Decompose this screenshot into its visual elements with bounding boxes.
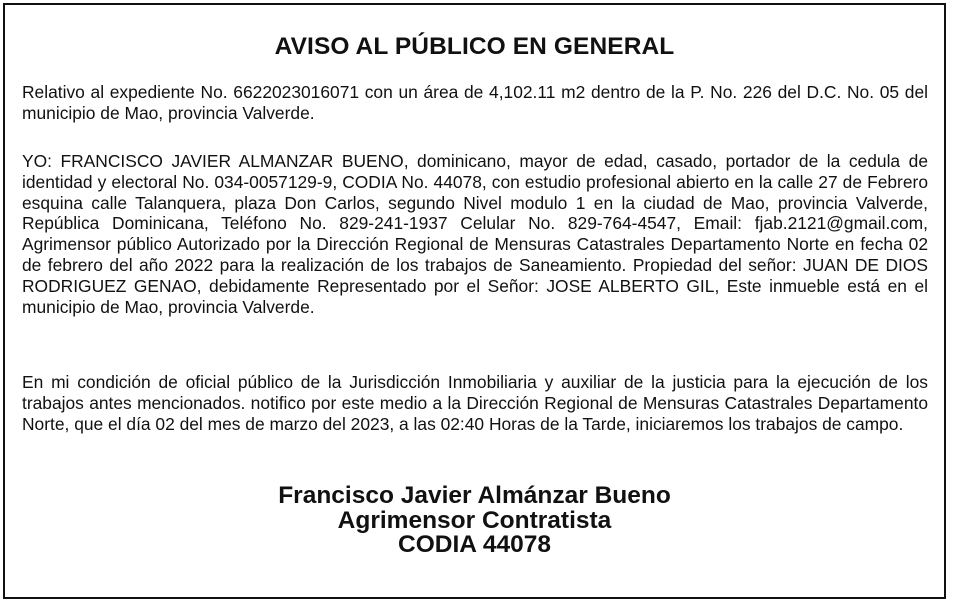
paragraph-file-reference: Relativo al expediente No. 6622023016071 con un área de 4,102.11 m2 dentro de la P. No. 226 del D.C. No. 05 del municipio de Mao, provincia Valverde. <box>22 82 928 123</box>
paragraph-surveyor-declaration: YO: FRANCISCO JAVIER ALMANZAR BUENO, dominicano, mayor de edad, casado, portador de la cedula de identidad y electoral No. 034-0057129-9, CODIA No. 44078, con estudio profesional abierto en la calle 27 de Febrero esquina calle Talanquera, plaza Don Carlos, segundo Nivel modulo 1 en la ciudad de Mao, provincia Valverde, República Dominicana, Teléfono No. 829-241-1937 Celular No. 829-764-4547, Email: fjab.2121@gmail.com, Agrimensor público Autorizado por la Dirección Regional de Mensuras Catastrales Departamento Norte en fecha 02 de febrero del año 2022 para la realización de los trabajos de Saneamiento. Propiedad del señor: JUAN DE DIOS RODRIGUEZ GENAO, debidamente Representado por el Señor: JOSE ALBERTO GIL, Este inmueble está en el municipio de Mao, provincia Valverde. <box>22 151 928 317</box>
signature-block <box>5 484 944 558</box>
notice-title: AVISO AL PÚBLICO EN GENERAL <box>274 33 675 60</box>
signature-role: Agrimensor Contratista <box>337 506 612 534</box>
signature-codia: CODIA 44078 <box>398 531 551 558</box>
signature-name: Francisco Javier Almánzar Bueno <box>278 482 671 509</box>
public-notice <box>3 3 946 599</box>
paragraph-fieldwork-notification: En mi condición de oficial público de la Jurisdicción Inmobiliaria y auxiliar de la justicia para la ejecución de los trabajos antes mencionados. notifico por este medio a la Dirección Regional de Mensuras Catastrales Departamento Norte, que el día 02 del mes de marzo del 2023, a las 02:40 Horas de la Tarde, iniciaremos los trabajos de campo. <box>22 372 928 434</box>
